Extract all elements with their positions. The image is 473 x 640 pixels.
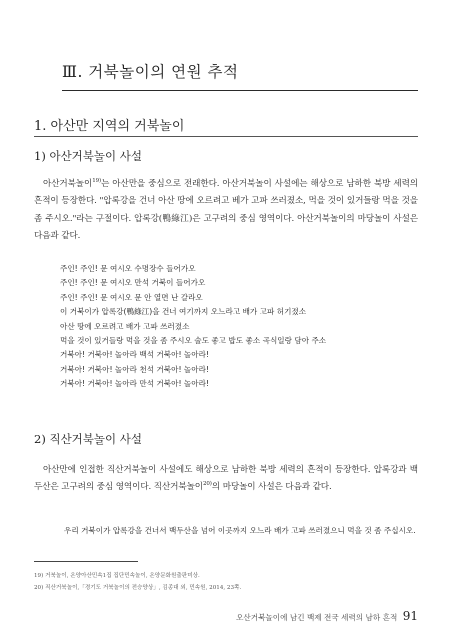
section-divider (34, 136, 418, 137)
footnote-divider (34, 561, 138, 562)
body-paragraph-1 (34, 176, 418, 246)
paragraph-text: 아산거북놀이 (43, 179, 93, 189)
section-title: 1. 아산만 지역의 거북놀이 (34, 119, 185, 134)
footnote-20: 20) 직산거북놀이,「경기도 거북놀이의 전승양상」, 김종대 외, 민속원, 2014, 23쪽. (34, 585, 242, 591)
verse-block (60, 262, 400, 392)
verse-line: 거북아! 거북아! 놀아라 만석 거북아! 놀아라! (60, 379, 209, 389)
verse-line: 주인! 주인! 문 여시오 수명장수 들어가오 (60, 264, 196, 273)
running-title: 오산거북놀이에 남긴 백제 전국 세력의 남하 흔적 (236, 613, 398, 622)
chapter-divider (62, 90, 418, 91)
verse-line: 먹을 것이 있거들랑 먹을 것을 좀 주시오 술도 좋고 밥도 좋소 곡식일랑 담아 주소 (60, 335, 327, 345)
footnotes (34, 570, 241, 594)
footnote-ref-19[interactable]: 19) (92, 178, 102, 185)
subsection-title-1: 1) 아산거북놀이 사설 (34, 149, 142, 163)
footnote-19: 19) 거북놀이, 온양아산민속1집 집단민속놀이, 온양문화원출판미상. (34, 573, 200, 579)
paragraph-text: 의 마당놀이 사설은 다음과 같다. (211, 482, 332, 493)
footnote-ref-20[interactable]: 20) (203, 481, 212, 488)
verse-line: 거북아! 거북아! 놀아라 천석 거북아! 놀아라! (60, 364, 209, 374)
paragraph-text: 아산만에 인접한 직산거북놀이 사설에도 해상으로 남하한 북방 세력의 흔적이 등장한다. 압록강과 백두산은 고구려의 중심 영역이다. 직산거북놀이 (34, 465, 418, 493)
paragraph-text: 는 아산만을 중심으로 전래한다. 아산거북놀이 사설에는 해상으로 남하한 북방 세력의 흔적이 등장한다. "압록강을 건너 아산 땅에 오르려고 베가 고파 쓰러졌소, 먹을 것이 있거들랑 먹을 것을 좀 주시오."라는 구절이다. 압록강(鴨綠江)은 고구려의 중심 영역이다. 아산거북놀이의 마당놀이 사설은 다음과 같다. (34, 179, 418, 242)
quote-block: 우리 거북이가 압록강을 건너서 백두산을 넘어 이곳까지 오느라 배가 고파 쓰러졌으니 먹을 것 좀 주십시오. (64, 526, 416, 535)
subsection-title-2: 2) 직산거북놀이 사설 (34, 432, 142, 446)
running-footer (236, 609, 418, 623)
verse-line: 주인! 주인! 문 여시오 만석 거북이 들어가오 (60, 278, 206, 288)
verse-line: 이 거북이가 압록강(鴨綠江)을 건너 여기까지 오느라고 배가 고파 허기졌소 (60, 307, 307, 317)
verse-line: 주인! 주인! 문 여시오 문 안 열면 난 갈라오 (60, 292, 203, 302)
body-paragraph-2 (34, 462, 418, 497)
verse-line: 아산 땅에 오르려고 배가 고파 쓰러졌소 (60, 321, 190, 331)
chapter-title: Ⅲ. 거북놀이의 연원 추적 (62, 63, 239, 81)
page-number: 91 (402, 609, 418, 623)
verse-line: 거북아! 거북아! 놀아라 백석 거북아! 놀아라! (60, 350, 209, 360)
